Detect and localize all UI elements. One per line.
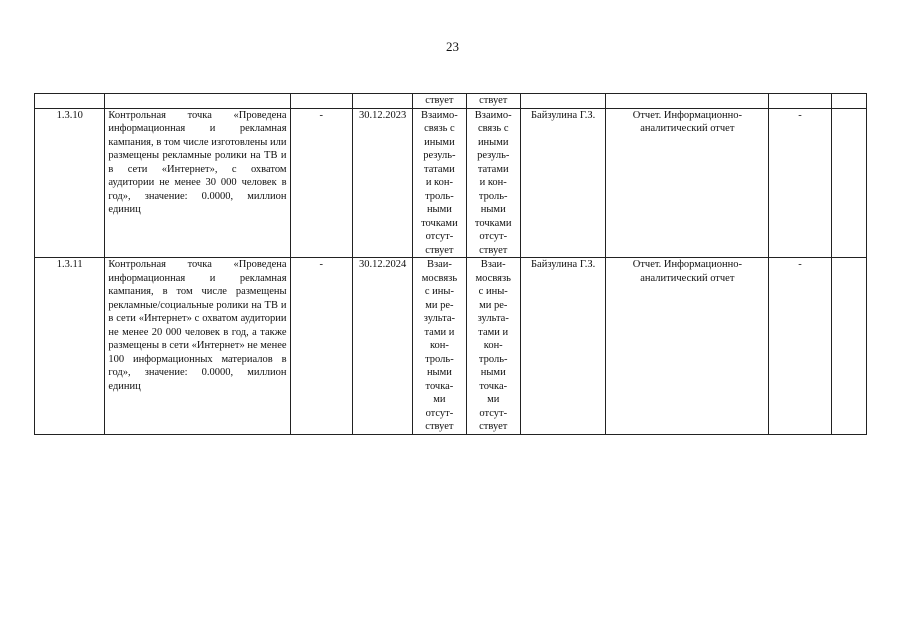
link-line: и кон- (479, 177, 507, 188)
link-line: отсут- (425, 407, 454, 419)
row-dash-cell: - (769, 108, 831, 258)
link-line: точка- (479, 380, 508, 392)
link-line: троль- (478, 353, 508, 365)
link-line: иными (477, 136, 509, 148)
link-line: ми ре- (425, 299, 454, 311)
link-line: Взаимо- (420, 109, 458, 121)
link-line: с ины- (478, 286, 508, 297)
link-line: ными (480, 367, 506, 378)
row-date: 30.12.2024 (352, 258, 412, 435)
link-line: татами (477, 163, 509, 175)
continuation-row (35, 94, 867, 109)
row-number: 1.3.10 (35, 108, 105, 258)
link-line: точками (474, 217, 512, 229)
document-line: Отчет. Информационно- (632, 109, 742, 121)
link-line: и кон- (425, 177, 453, 188)
link-line: ми ре- (479, 299, 508, 311)
row-empty-cell (831, 258, 866, 435)
link-line: зульта- (423, 313, 456, 324)
row-link-cell-2 (466, 258, 520, 435)
link-line: ствует (479, 421, 508, 432)
row-link-cell-1 (413, 108, 466, 258)
document-line: аналитический отчет (640, 123, 735, 134)
table-row (35, 108, 867, 258)
row-description: Контрольная точка «Проведена информационная и рекламная кампания, в том числе изготовлены или размещены рекламные ролики на ТВ и в сети «Интернет», с охватом аудитории не менее 30 000 человек в год», значение: 0.0000, миллион единиц (105, 108, 290, 258)
row-number: 1.3.11 (35, 258, 105, 435)
link-line: тами и (478, 326, 509, 338)
table-row (35, 258, 867, 435)
link-line: точками (421, 217, 458, 229)
link-line: Взаимо- (474, 109, 512, 121)
row-document (606, 258, 769, 435)
row-empty-cell (831, 108, 866, 258)
row-dash-cell: - (769, 258, 831, 435)
link-line: троль- (425, 353, 454, 365)
link-line: отсут- (479, 231, 508, 242)
row-dash-cell: - (290, 258, 352, 435)
link-line: троль- (425, 190, 454, 202)
link-line: зульта- (477, 313, 509, 324)
row-dash-cell: - (290, 108, 352, 258)
link-line: отсут- (479, 407, 508, 419)
link-line: ными (426, 204, 452, 215)
link-line: отсут- (425, 231, 454, 242)
row-responsible: Байзулина Г.З. (520, 108, 606, 258)
link-line: кон- (429, 340, 449, 351)
link-line: татами (424, 163, 455, 175)
link-line: связь с (477, 123, 509, 134)
link-line: ными (426, 367, 452, 378)
row-responsible: Байзулина Г.З. (520, 258, 606, 435)
link-line: ми (487, 394, 500, 405)
link-line: тами и (424, 326, 455, 338)
link-line: иными (424, 136, 455, 148)
row-document (606, 108, 769, 258)
link-line: Взаи- (426, 259, 452, 270)
link-line: резуль- (477, 150, 510, 161)
document-table (34, 93, 867, 435)
link-line: ми (433, 394, 446, 405)
link-line: ными (480, 204, 506, 215)
link-line: мосвязь (421, 272, 458, 284)
link-line: ствует (479, 244, 508, 256)
row-link-cell-1 (413, 258, 466, 435)
link-line: мосвязь (475, 272, 511, 284)
row-link-cell-2 (466, 108, 520, 258)
link-line: ствует (425, 244, 454, 256)
link-line: Взаи- (480, 259, 506, 270)
link-line: связь с (424, 123, 455, 134)
document-line: Отчет. Информационно- (632, 259, 742, 270)
document-line: аналитический отчет (640, 272, 735, 284)
row-date: 30.12.2023 (352, 108, 412, 258)
link-line: с ины- (424, 286, 454, 297)
link-line: точка- (425, 380, 454, 392)
link-line: резуль- (423, 150, 456, 161)
continuation-link-cell-2: ствует (466, 94, 520, 109)
link-line: кон- (483, 340, 503, 351)
row-description: Контрольная точка «Проведена информационная и рекламная кампания, в том числе размещены рекламные/социальные ролики на ТВ и в сети «Интернет» с охватом аудитории не менее 20 000 человек в год, а также размещены в сети «Интернет» не менее 100 информационных материалов в год», значение: 0.0000, миллион единиц (105, 258, 290, 435)
page-number: 23 (446, 39, 459, 54)
link-line: троль- (478, 190, 508, 202)
link-line: ствует (425, 421, 454, 432)
continuation-link-cell-1: ствует (413, 94, 466, 109)
